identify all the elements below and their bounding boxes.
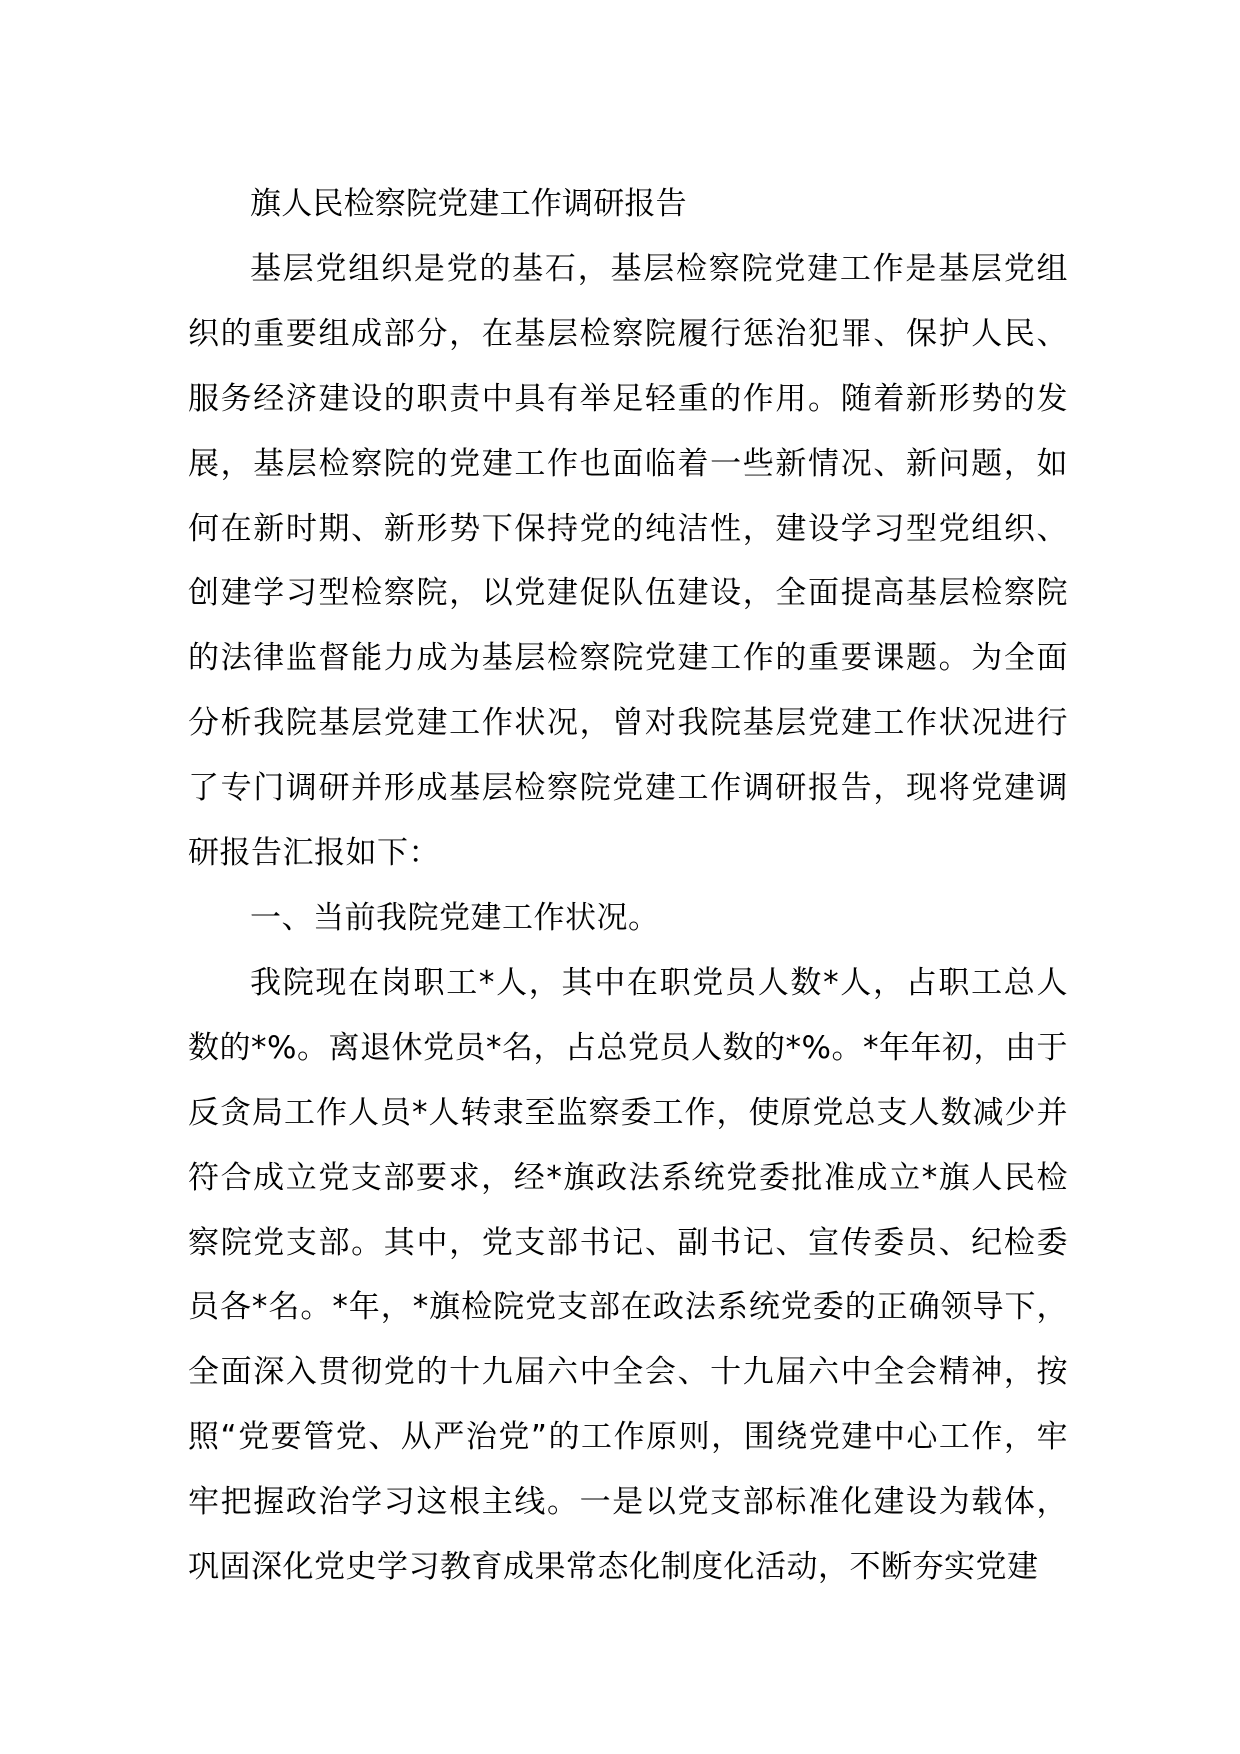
paragraph-intro: 基层党组织是党的基石，基层检察院党建工作是基层党组织的重要组成部分，在基层检察院履行惩治犯罪、保护人民、服务经济建设的职责中具有举足轻重的作用。随着新形势的发展，基层检察院的党建工作也面临着一些新情况、新问题，如何在新时期、新形势下保持党的纯洁性，建设学习型党组织、创建学习型检察院，以党建促队伍建设，全面提高基层检察院的法律监督能力成为基层检察院党建工作的重要课题。为全面分析我院基层党建工作状况，曾对我院基层党建工作状况进行了专门调研并形成基层检察院党建工作调研报告，现将党建调研报告汇报如下： [188,250,1068,872]
document-title: 旗人民检察院党建工作调研报告 [250,186,687,222]
section-heading-1: 一、当前我院党建工作状况。 [250,899,660,936]
paragraph-status: 我院现在岗职工*人，其中在职党员人数*人，占职工总人数的*%。离退休党员*名，占总党员人数的*%。*年年初，由于反贪局工作人员*人转隶至监察委工作，使原党总支人数减少并符合成立党支部要求，经*旗政法系统党委批准成立*旗人民检察院党支部。其中，党支部书记、副书记、宣传委员、纪检委员各*名。*年，*旗检院党支部在政法系统党委的正确领导下，全面深入贯彻党的十九届六中全会、十九届六中全会精神，按照“党要管党、从严治党”的工作原则，围绕党建中心工作，牢牢把握政治学习这根主线。一是以党支部标准化建设为载体，巩固深化党史学习教育成果常态化制度化活动，不断夯实党建 [188,964,1068,1586]
document-body [188,172,1068,1600]
